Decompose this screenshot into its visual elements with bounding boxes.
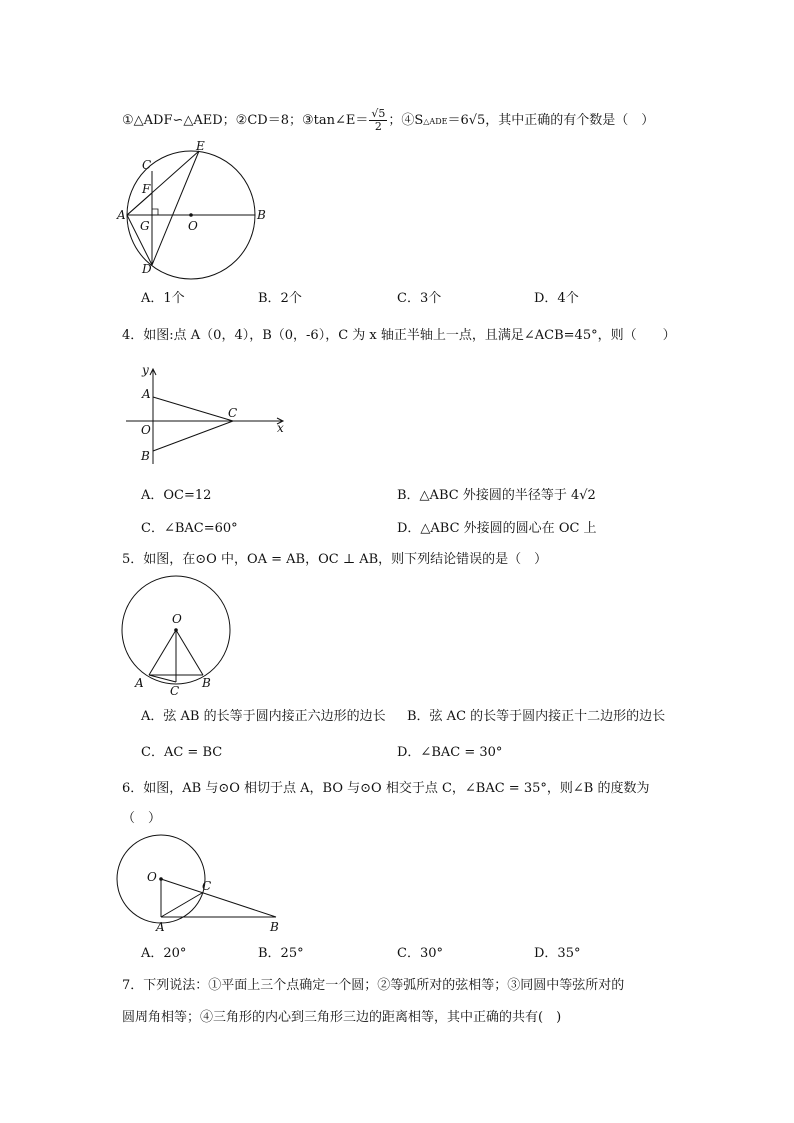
label-O: O xyxy=(188,219,198,233)
label-x: x xyxy=(277,421,284,435)
q6-tangent-figure xyxy=(116,834,296,934)
q6-option-d[interactable]: D．35° xyxy=(534,946,581,961)
fraction-denominator: 2 xyxy=(374,120,382,133)
q4-option-b[interactable]: B．△ABC 外接圆的半径等于 4√2 xyxy=(397,488,596,503)
q7-line1: 7．下列说法：①平面上三个点确定一个圆；②等弧所对的弦相等；③同圆中等弦所对的 xyxy=(122,978,625,993)
label-A: A xyxy=(117,208,126,222)
label-O: O xyxy=(141,423,151,437)
label-B: B xyxy=(257,208,266,222)
q3-option-c[interactable]: C．3个 xyxy=(397,291,442,306)
q6-stem-paren: （ ） xyxy=(122,811,162,826)
q5-stem: 5．如图，在⊙O 中，OA = AB，OC ⊥ AB，则下列结论错误的是（ ） xyxy=(122,552,548,567)
label-A: A xyxy=(142,387,151,401)
label-C: C xyxy=(202,879,212,893)
q6-stem: 6．如图，AB 与⊙O 相切于点 A，BO 与⊙O 相交于点 C，∠BAC = 35°，则∠B 的度数为 xyxy=(122,781,650,796)
q3-tan-fraction xyxy=(369,108,387,133)
label-C: C xyxy=(142,158,152,172)
q3-statements-part3: ＝6√5，其中正确的有个数是（ ） xyxy=(447,113,655,128)
q6-option-c[interactable]: C．30° xyxy=(397,946,443,961)
label-B: B xyxy=(141,449,150,463)
q3-option-b[interactable]: B．2个 xyxy=(258,291,302,306)
label-D: D xyxy=(142,262,152,276)
fraction-numerator: √5 xyxy=(371,107,386,120)
q4-option-a[interactable]: A．OC=12 xyxy=(141,488,212,503)
q3-statements-part1: ①△ADF∽△AED；②CD＝8；③tan∠E＝ xyxy=(122,113,369,128)
q4-stem: 4．如图:点 A（0，4），B（0，-6），C 为 x 轴正半轴上一点，且满足∠ACB=45°，则（ ） xyxy=(122,328,676,343)
q3-area-subscript: △ADE xyxy=(423,117,448,126)
q3-option-d[interactable]: D．4个 xyxy=(534,291,579,306)
label-O: O xyxy=(172,612,182,626)
label-G: G xyxy=(140,219,150,233)
q6-option-a[interactable]: A．20° xyxy=(141,946,187,961)
q6-option-b[interactable]: B．25° xyxy=(258,946,304,961)
q4-axes-figure xyxy=(122,362,292,472)
label-O: O xyxy=(147,870,157,884)
label-y: y xyxy=(142,363,149,377)
label-C: C xyxy=(170,684,180,698)
label-B: B xyxy=(202,676,211,690)
label-B: B xyxy=(270,920,279,934)
label-E: E xyxy=(196,139,205,153)
label-C: C xyxy=(228,406,238,420)
q3-statements xyxy=(122,108,654,133)
q5-option-a[interactable]: A．弦 AB 的长等于圆内接正六边形的边长 xyxy=(141,709,386,724)
q5-option-b[interactable]: B．弦 AC 的长等于圆内接正十二边形的边长 xyxy=(407,709,666,724)
label-F: F xyxy=(142,182,151,196)
q5-circle-figure xyxy=(116,576,246,696)
label-A: A xyxy=(135,676,144,690)
q3-option-a[interactable]: A．1个 xyxy=(141,291,185,306)
q4-option-d[interactable]: D．△ABC 外接圆的圆心在 OC 上 xyxy=(397,521,597,536)
q3-circle-figure xyxy=(112,136,272,276)
q4-option-c[interactable]: C．∠BAC=60° xyxy=(141,521,238,536)
q7-line2: 圆周角相等；④三角形的内心到三角形三边的距离相等，其中正确的共有( ) xyxy=(122,1010,562,1025)
q3-statements-part2: ；④S xyxy=(388,113,424,128)
q5-option-c[interactable]: C．AC = BC xyxy=(141,745,223,760)
label-A: A xyxy=(156,920,165,934)
q5-option-d[interactable]: D．∠BAC = 30° xyxy=(397,745,503,760)
